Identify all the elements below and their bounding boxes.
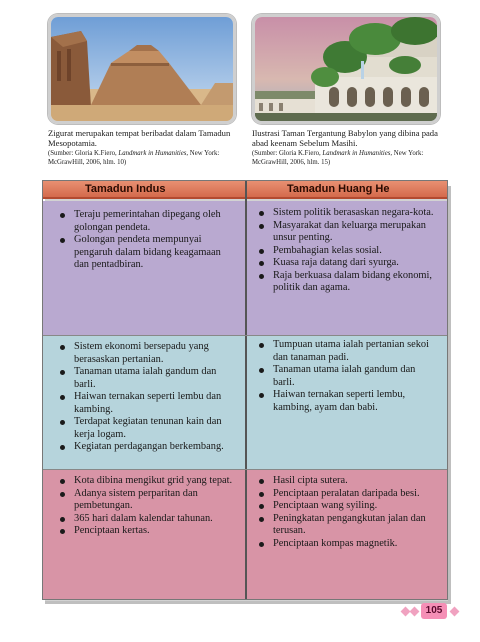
list-item: Kegiatan perdagangan berkembang. bbox=[57, 441, 235, 454]
list-item: Terdapat kegiatan tenunan kain dan kerja logam. bbox=[57, 416, 235, 441]
source-suffix: , New York: McGrawHill, 2006, hlm. 15) bbox=[252, 150, 424, 166]
cell-indus-politik bbox=[57, 209, 235, 272]
list-item: 365 hari dalam kalendar tahunan. bbox=[57, 513, 235, 526]
page-number bbox=[402, 603, 460, 619]
cell-indus-ekonomi bbox=[57, 341, 235, 454]
list-item: Haiwan ternakan seperti lembu, kambing, ayam dan babi. bbox=[256, 389, 438, 414]
cell-huang-he-politik bbox=[256, 207, 438, 295]
row-divider bbox=[43, 335, 447, 336]
comparison-table bbox=[42, 180, 448, 600]
cell-indus-sosial bbox=[57, 475, 235, 538]
page-number-text: 105 bbox=[425, 605, 443, 616]
row-divider bbox=[43, 469, 447, 470]
list-item: Masyarakat dan keluarga merupakan unsur penting. bbox=[256, 220, 438, 245]
list-item: Kota dibina mengikut grid yang tepat. bbox=[57, 475, 235, 488]
source-title: Landmark in Humanities bbox=[118, 150, 187, 158]
list-item: Penciptaan kompas magnetik. bbox=[256, 538, 438, 551]
header-tamadun-huang-he: Tamadun Huang He bbox=[287, 183, 390, 195]
diamond-icon bbox=[450, 606, 460, 616]
list-item: Sistem ekonomi bersepadu yang berasaskan pertanian. bbox=[57, 341, 235, 366]
hanging-gardens-photo bbox=[252, 14, 440, 124]
header-tamadun-indus: Tamadun Indus bbox=[85, 183, 166, 195]
cell-huang-he-ekonomi bbox=[256, 339, 438, 414]
list-item: Peningkatan pengangkutan jalan dan terusan. bbox=[256, 513, 438, 538]
caption-hanging-gardens-source bbox=[252, 150, 448, 167]
list-item: Golongan pendeta mempunyai pengaruh dalam bidang keagamaan dan pentadbiran. bbox=[57, 234, 235, 272]
list-item: Tanaman utama ialah gandum dan barli. bbox=[57, 366, 235, 391]
list-item: Sistem politik berasaskan negara-kota. bbox=[256, 207, 438, 220]
caption-hanging-gardens bbox=[252, 128, 448, 167]
ziggurat-illustration bbox=[51, 17, 233, 121]
list-item: Kuasa raja datang dari syurga. bbox=[256, 257, 438, 270]
column-divider bbox=[245, 181, 247, 599]
source-prefix: (Sumber: Gloria K.Fiero, bbox=[48, 150, 119, 158]
caption-ziggurat-text: Zigurat merupakan tempat beribadat dalam Tamadun Mesopotamia. bbox=[48, 128, 231, 149]
cell-huang-he-sosial bbox=[256, 475, 438, 550]
diamond-icon bbox=[410, 606, 420, 616]
source-suffix: , New York: McGrawHill, 2006, hlm. 10) bbox=[48, 150, 220, 166]
caption-ziggurat bbox=[48, 128, 244, 167]
list-item: Tanaman utama ialah gandum dan barli. bbox=[256, 364, 438, 389]
list-item: Pembahagian kelas sosial. bbox=[256, 245, 438, 258]
list-item: Penciptaan kertas. bbox=[57, 525, 235, 538]
caption-hanging-gardens-text: Ilustrasi Taman Tergantung Babylon yang dibina pada abad keenam Sebelum Masihi. bbox=[252, 128, 438, 149]
list-item: Raja berkuasa dalam bidang ekonomi, politik dan agama. bbox=[256, 270, 438, 295]
caption-ziggurat-source bbox=[48, 150, 244, 167]
source-prefix: (Sumber: Gloria K.Fiero, bbox=[252, 150, 323, 158]
list-item: Adanya sistem perparitan dan pembetungan. bbox=[57, 488, 235, 513]
hanging-gardens-illustration bbox=[255, 17, 437, 121]
list-item: Tumpuan utama ialah pertanian sekoi dan tanaman padi. bbox=[256, 339, 438, 364]
list-item: Haiwan ternakan seperti lembu dan kambing. bbox=[57, 391, 235, 416]
list-item: Teraju pemerintahan dipegang oleh golongan pendeta. bbox=[57, 209, 235, 234]
page-number-badge bbox=[421, 603, 447, 619]
list-item: Hasil cipta sutera. bbox=[256, 475, 438, 488]
list-item: Penciptaan peralatan daripada besi. bbox=[256, 488, 438, 501]
source-title: Landmark in Humanities bbox=[322, 150, 391, 158]
list-item: Penciptaan wang syiling. bbox=[256, 500, 438, 513]
ziggurat-photo bbox=[48, 14, 236, 124]
